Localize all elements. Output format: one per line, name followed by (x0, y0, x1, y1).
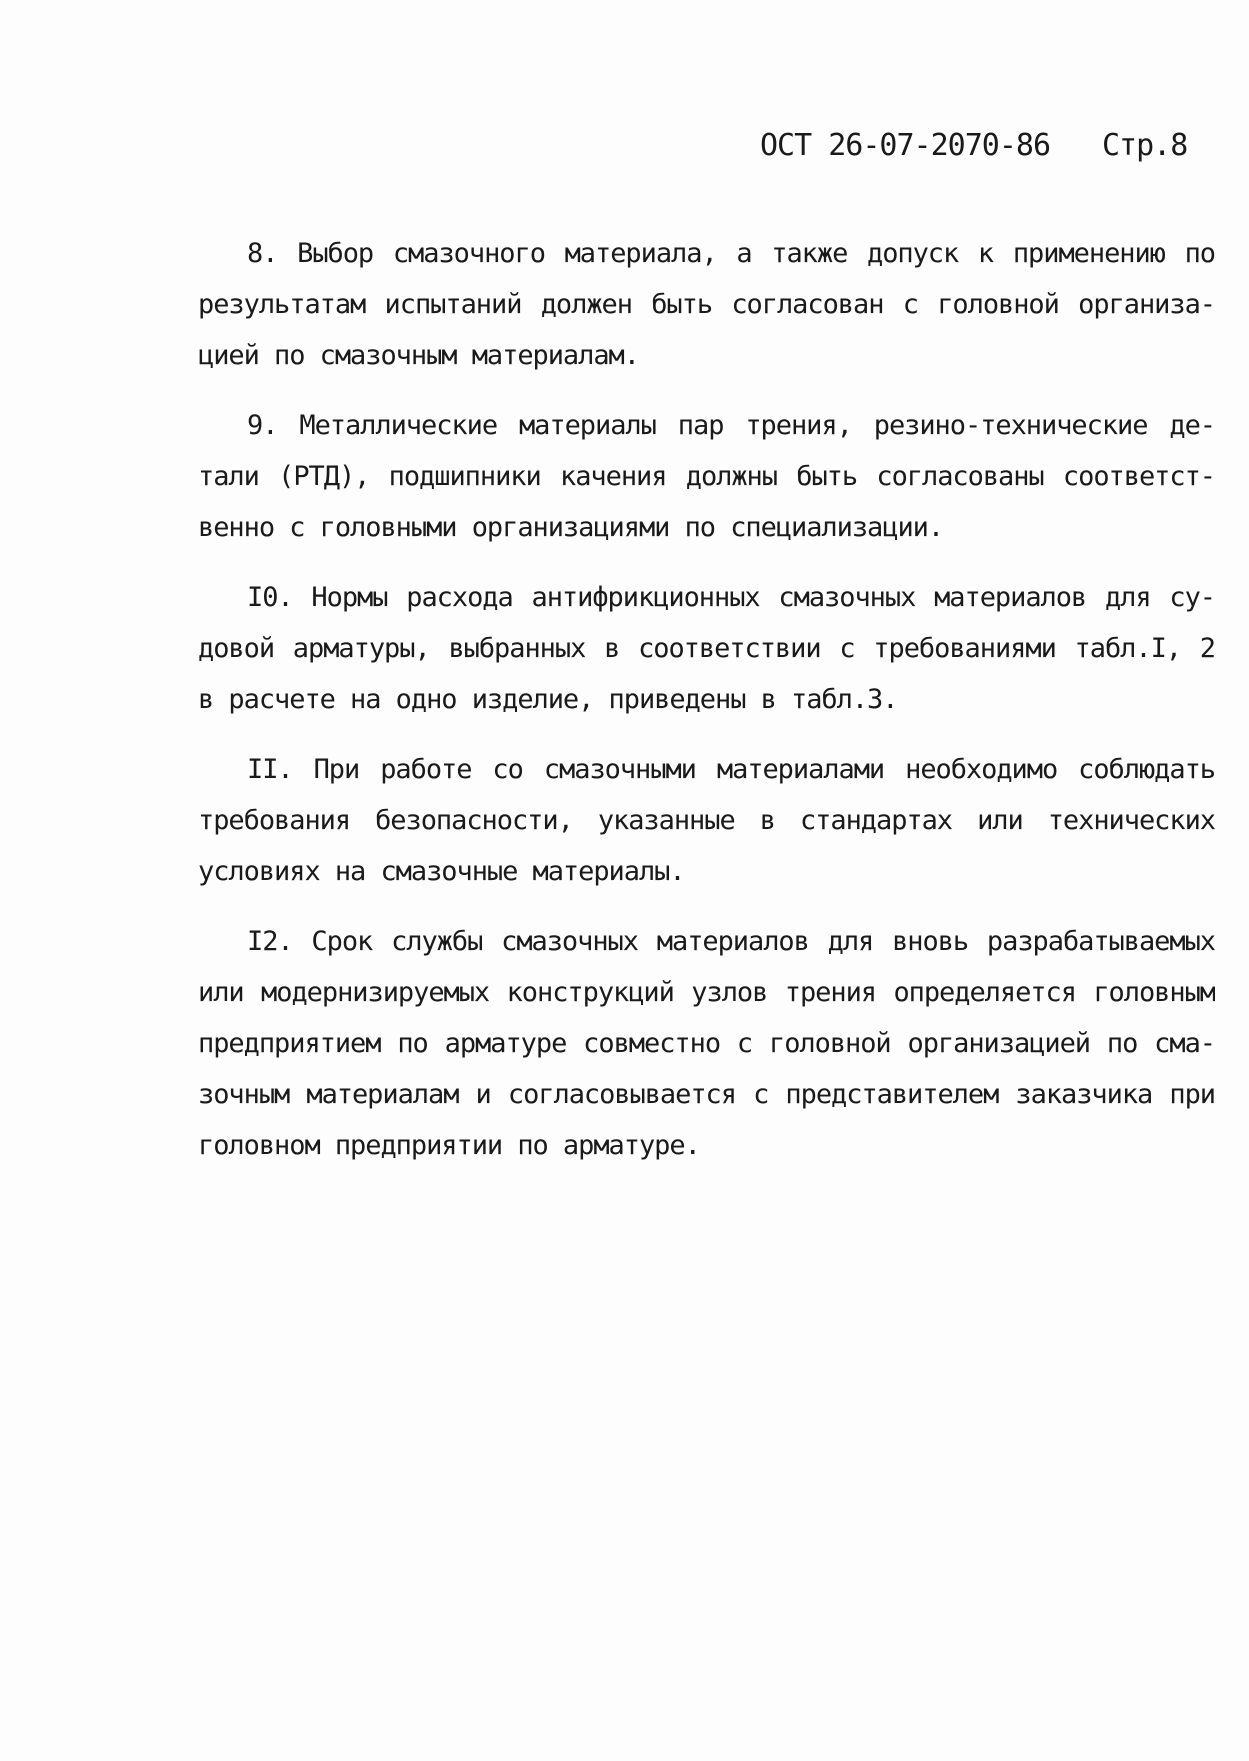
paragraph-line: цией по смазочным материалам. (198, 340, 639, 371)
paragraph-line: или модернизируемых конструкций узлов трения определяется головным (198, 977, 1215, 1008)
paragraph-10 (198, 572, 1215, 725)
paragraph-line: в расчете на одно изделие, приведены в табл.3. (198, 684, 898, 715)
paragraph-line: I0. Нормы расхода антифрикционных смазочных материалов для су- (247, 582, 1215, 613)
paragraph-11 (198, 744, 1215, 897)
paragraph-line: 8. Выбор смазочного материала, а также допуск к применению по (247, 238, 1215, 269)
paragraph-line: головном предприятии по арматуре. (198, 1130, 700, 1161)
paragraph-line: зочным материалам и согласовывается с представителем заказчика при (198, 1079, 1215, 1110)
paragraph-line: условиях на смазочные материалы. (198, 856, 685, 887)
paragraph-line: венно с головными организациями по специализации. (198, 512, 944, 543)
paragraph-line: II. При работе со смазочными материалами необходимо соблюдать (247, 754, 1215, 785)
page-header (760, 128, 1188, 163)
paragraph-line: тали (РТД), подшипники качения должны быть согласованы соответст- (198, 461, 1215, 492)
paragraph-line: I2. Срок службы смазочных материалов для вновь разрабатываемых (247, 926, 1215, 957)
paragraph-9 (198, 400, 1215, 553)
document-body (198, 228, 1215, 1171)
paragraph-12 (198, 916, 1215, 1171)
paragraph-line: предприятием по арматуре совместно с головной организацией по сма- (198, 1028, 1215, 1059)
paragraph-8 (198, 228, 1215, 381)
document-code: ОСТ 26-07-2070-86 (760, 128, 1051, 163)
paragraph-line: довой арматуры, выбранных в соответствии с требованиями табл.I, 2 (198, 633, 1215, 664)
paragraph-line: 9. Металлические материалы пар трения, резино-технические де- (247, 410, 1215, 441)
page-number: Стр.8 (1102, 128, 1188, 163)
paragraph-line: результатам испытаний должен быть согласован с головной организа- (198, 289, 1215, 320)
paragraph-line: требования безопасности, указанные в стандартах или технических (198, 805, 1215, 836)
